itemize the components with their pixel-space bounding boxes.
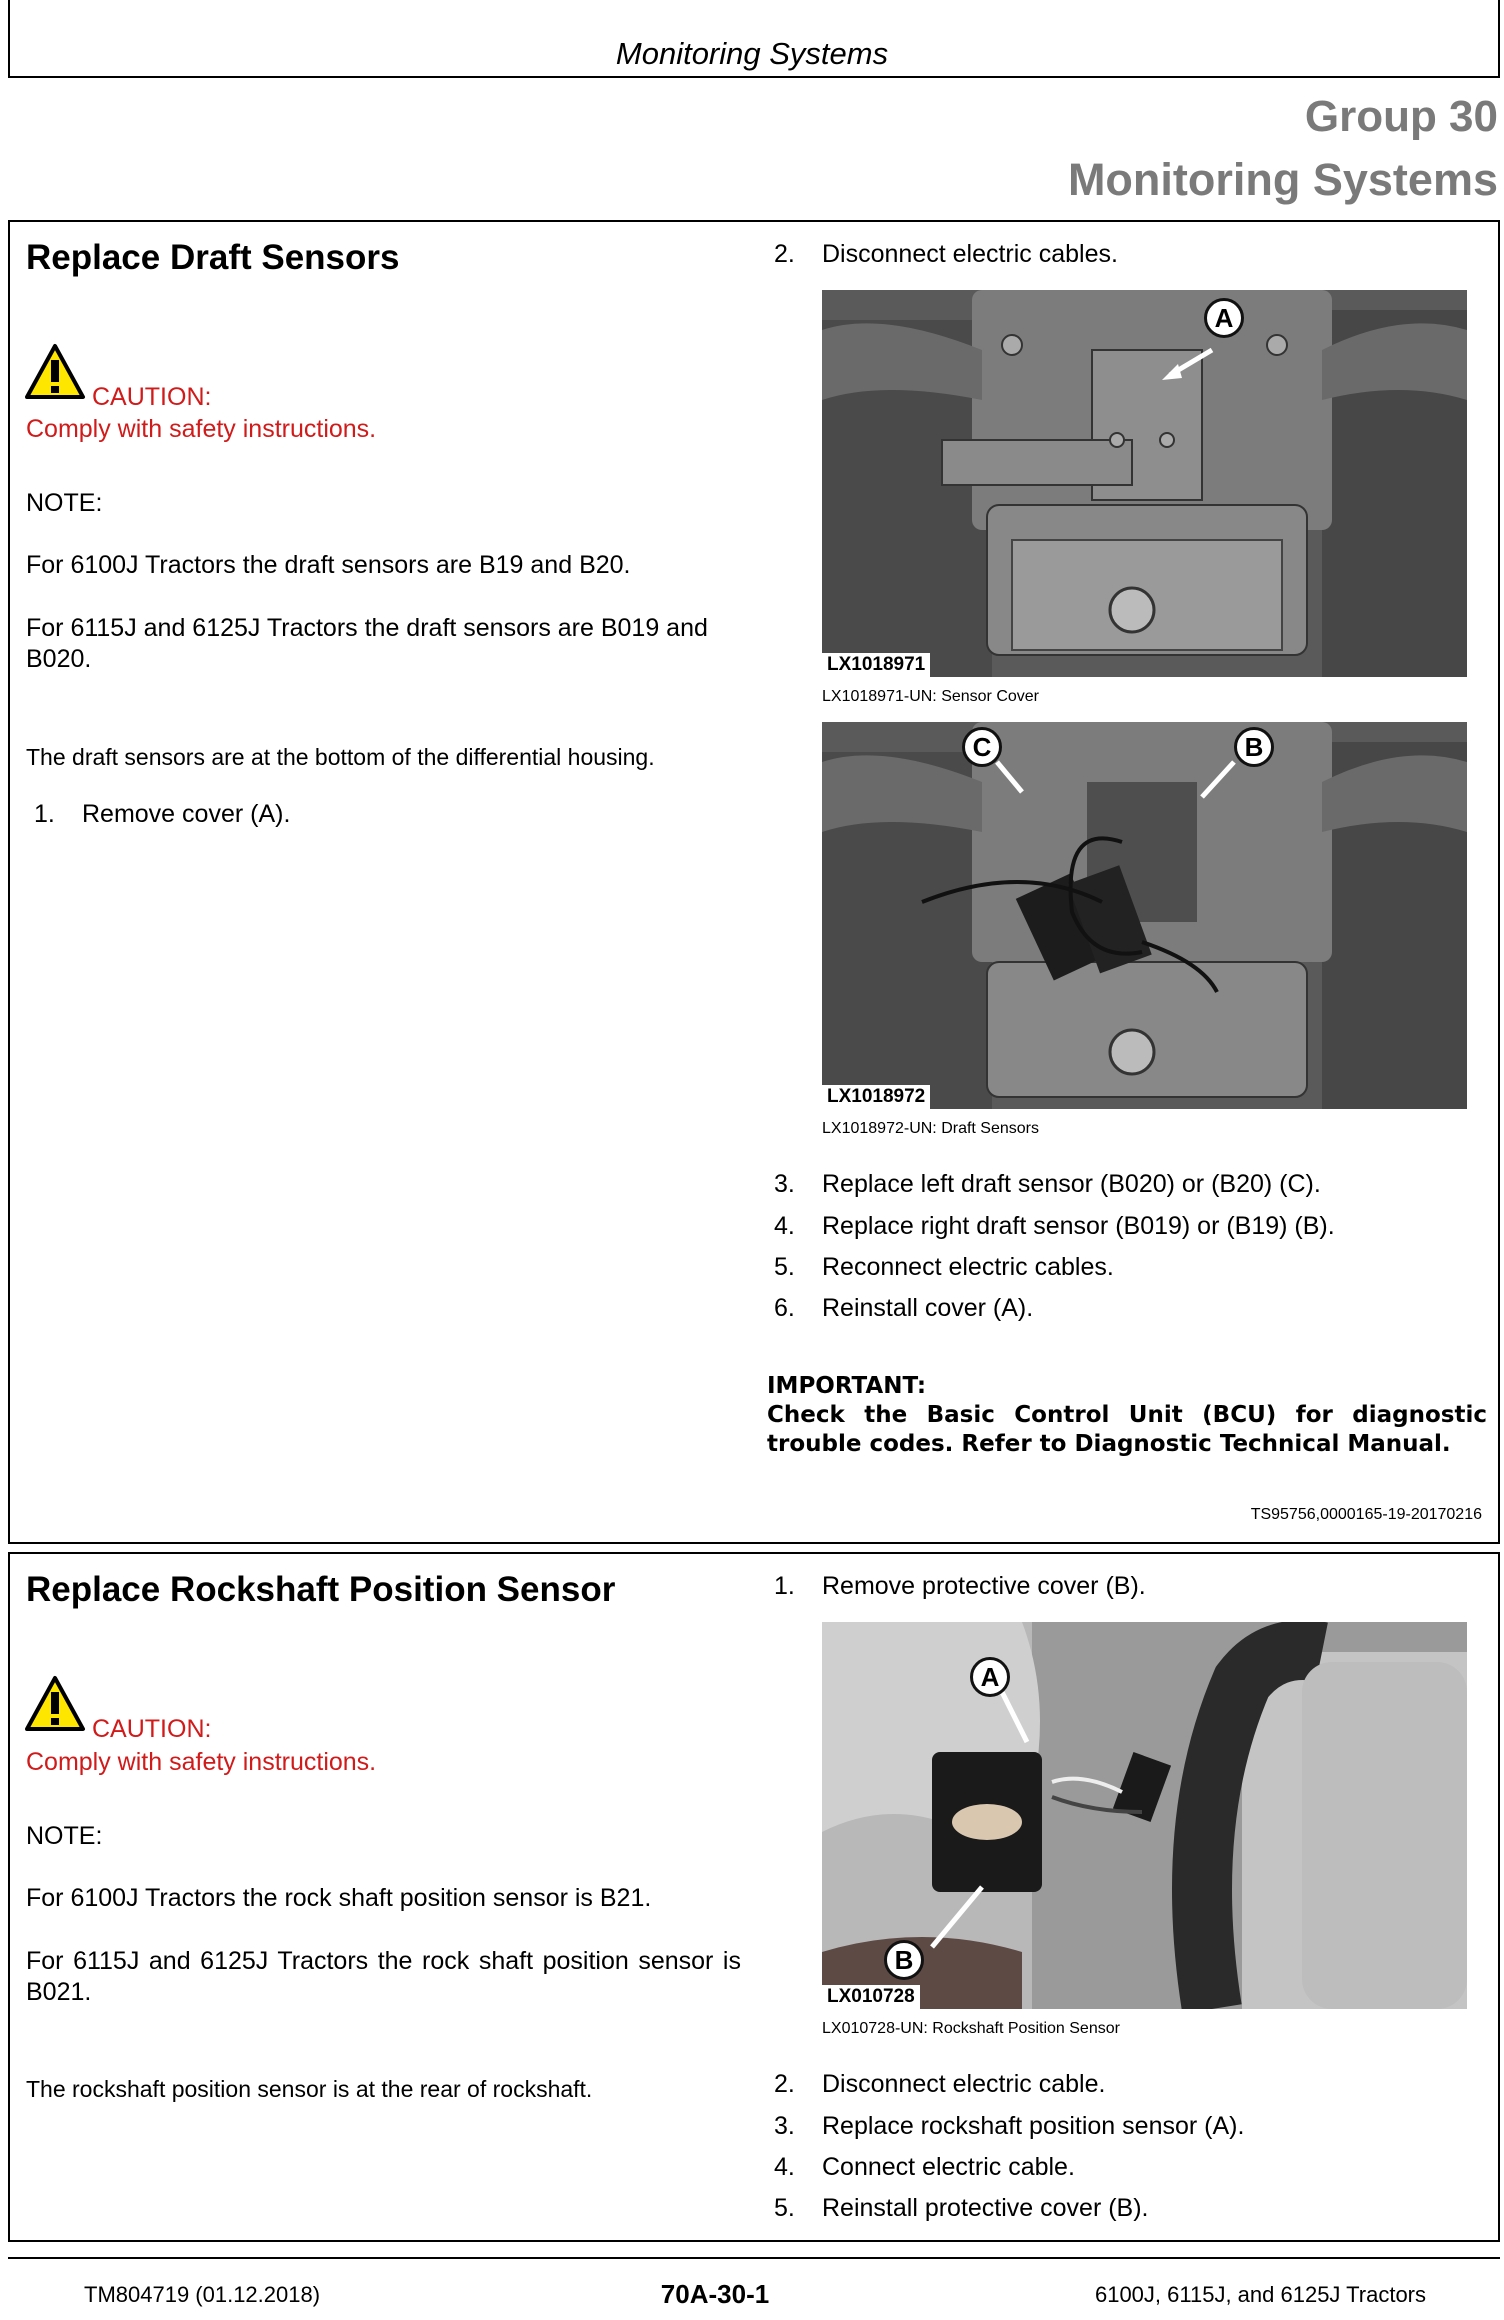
footer-manual-id: TM804719 (01.12.2018) — [84, 2282, 321, 2307]
note-text: For 6115J and 6125J Tractors the draft sensors are B019 and B020. — [26, 614, 708, 673]
step-item — [774, 1212, 1474, 1243]
callout-label: B — [1234, 727, 1274, 767]
figure-caption: LX1018972-UN: Draft Sensors — [822, 1120, 1039, 1137]
step-text: Reinstall protective cover (B). — [822, 2194, 1149, 2222]
callout-label: A — [970, 1657, 1010, 1697]
figure-caption: LX010728-UN: Rockshaft Position Sensor — [822, 2020, 1120, 2037]
step-text: Disconnect electric cables. — [822, 240, 1118, 268]
note-text: For 6100J Tractors the rock shaft position sensor is B21. — [26, 1884, 652, 1912]
note-label: NOTE: — [26, 1822, 103, 1850]
footer-rule — [8, 2257, 1500, 2259]
caution-label: CAUTION: — [92, 1715, 212, 1743]
photo-illustration — [822, 290, 1467, 677]
step-number: 1. — [34, 800, 55, 828]
callout-label: B — [884, 1940, 924, 1980]
note-text: For 6100J Tractors the draft sensors are B19 and B20. — [26, 551, 631, 579]
caution-text: Comply with safety instructions. — [26, 1748, 377, 1776]
step-text: Reconnect electric cables. — [822, 1253, 1114, 1281]
figure-id: LX010728 — [822, 1985, 920, 2009]
step-item — [774, 1253, 1474, 1284]
figure-id: LX1018972 — [822, 1085, 930, 1109]
step-number: 1. — [774, 1572, 795, 1600]
photo-rockshaft-position-sensor — [822, 1622, 1467, 2009]
step-number: 6. — [774, 1294, 795, 1322]
callout-label: A — [1204, 298, 1244, 338]
step-text: Connect electric cable. — [822, 2153, 1075, 2181]
running-header: Monitoring Systems — [615, 36, 889, 71]
step-number: 3. — [774, 1170, 795, 1198]
photo-sensor-cover — [822, 290, 1467, 677]
note-label: NOTE: — [26, 489, 103, 517]
step-text: Replace right draft sensor (B019) or (B19) (B). — [822, 1212, 1335, 1240]
group-title: Monitoring Systems — [1067, 154, 1498, 205]
warning-triangle-icon — [24, 1675, 86, 1733]
important-text: Check the Basic Control Unit (BCU) for diagnostic trouble codes. Refer to Diagnostic Technical Manual. — [767, 1402, 1487, 1457]
step-text: Remove protective cover (B). — [822, 1572, 1146, 1600]
photo-illustration — [822, 722, 1467, 1109]
step-number: 3. — [774, 2112, 795, 2140]
photo-draft-sensors — [822, 722, 1467, 1109]
figure-caption: LX1018971-UN: Sensor Cover — [822, 688, 1040, 705]
section-heading: Replace Rockshaft Position Sensor — [26, 1570, 616, 1609]
location-text: The draft sensors are at the bottom of the differential housing. — [26, 744, 655, 770]
step-number: 4. — [774, 1212, 795, 1240]
step-item — [774, 2112, 1474, 2143]
caution-label: CAUTION: — [92, 383, 212, 411]
section-heading: Replace Draft Sensors — [26, 238, 400, 277]
step-text: Reinstall cover (A). — [822, 1294, 1034, 1322]
step-item — [774, 2194, 1474, 2225]
figure-id: LX1018971 — [822, 653, 930, 677]
step-item — [774, 1170, 1474, 1201]
callout-label: C — [962, 727, 1002, 767]
step-item — [774, 2153, 1474, 2184]
step-text: Replace rockshaft position sensor (A). — [822, 2112, 1245, 2140]
step-item — [34, 800, 734, 831]
caution-block — [24, 1675, 86, 1738]
step-text: Disconnect electric cable. — [822, 2070, 1106, 2098]
warning-triangle-icon — [24, 343, 86, 401]
step-number: 4. — [774, 2153, 795, 2181]
step-item — [774, 1572, 1474, 1603]
important-label: IMPORTANT: — [767, 1373, 927, 1399]
reference-code: TS95756,0000165-19-20170216 — [1250, 1506, 1482, 1523]
caution-block — [24, 343, 86, 406]
caution-text: Comply with safety instructions. — [26, 415, 377, 443]
note-text: For 6115J and 6125J Tractors the rock shaft position sensor is B021. — [26, 1947, 741, 2006]
group-number: Group 30 — [1304, 92, 1498, 141]
step-item — [774, 1294, 1474, 1325]
step-number: 2. — [774, 2070, 795, 2098]
step-number: 2. — [774, 240, 795, 268]
step-item — [774, 240, 1474, 271]
step-number: 5. — [774, 1253, 795, 1281]
step-number: 5. — [774, 2194, 795, 2222]
location-text: The rockshaft position sensor is at the rear of rockshaft. — [26, 2076, 593, 2102]
step-text: Replace left draft sensor (B020) or (B20) (C). — [822, 1170, 1321, 1198]
footer-product: 6100J, 6115J, and 6125J Tractors — [1094, 2282, 1426, 2307]
step-item — [774, 2070, 1474, 2101]
page-number: 70A-30-1 — [660, 2279, 770, 2309]
step-text: Remove cover (A). — [82, 800, 291, 828]
